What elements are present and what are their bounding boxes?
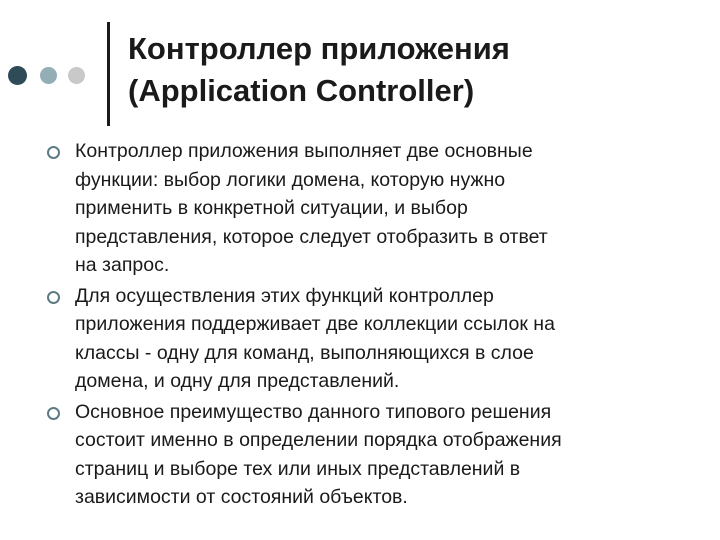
slide-title-line-2: (Application Controller) [128,73,475,108]
light-dot-icon [68,67,85,84]
bullet-3-line: страниц и выборе тех или иных представлений в [75,457,521,480]
bullet-list [40,137,700,514]
bullet-2-line: приложения поддерживает две коллекции ссылок на [75,313,555,335]
bullet-item-1 [40,137,700,280]
bullet-text-3 [75,398,700,512]
mid-dot-icon [40,67,57,84]
bullet-1-line: функции: выбор логики домена, которую нужно [75,168,506,191]
bullet-2-line: классы - одну для команд, выполняющихся в слое [75,341,534,364]
bullet-1-line: представления, которое следует отобразить в ответ [75,225,548,248]
bullet-3-line: состоит именно в определении порядка отображения [75,429,562,451]
ring-bullet-icon [47,146,60,159]
bullet-2-line: домена, и одну для представлений. [75,370,400,392]
dark-dot-icon [8,66,27,85]
slide-title-line-1: Контроллер приложения [128,31,510,66]
slide-title [128,28,698,112]
bullet-item-3 [40,398,700,512]
bullet-1-line: Контроллер приложения выполняет две основные [75,140,533,162]
bullet-item-2 [40,282,700,396]
bullet-text-1 [75,137,700,280]
bullet-1-line: на запрос. [75,254,170,276]
bullet-2-line: Для осуществления этих функций контроллер [75,284,494,307]
bullet-3-line: зависимости от состояний объектов. [75,486,408,508]
bullet-3-line: Основное преимущество данного типового решения [75,400,552,423]
bullet-1-line: применить в конкретной ситуации, и выбор [75,197,468,219]
ring-bullet-icon [47,407,60,420]
title-divider [107,22,110,126]
ring-bullet-icon [47,291,60,304]
bullet-text-2 [75,282,700,396]
decorative-dots [8,66,98,86]
